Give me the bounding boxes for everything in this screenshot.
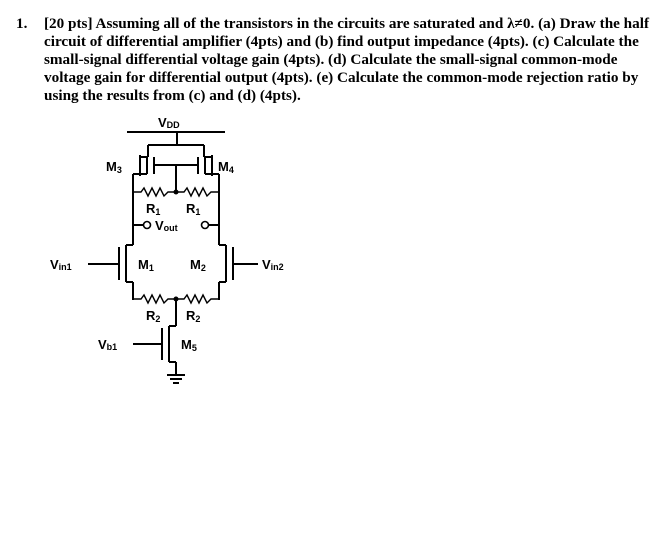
r2-left-label: R2 (146, 308, 161, 324)
transistor-m4 (176, 155, 219, 193)
question-line: voltage gain for differential output (4pts). (e) Calculate the common-mode rejection ratio by (44, 69, 639, 86)
m2-label: M2 (190, 257, 206, 273)
vin2-label: Vin2 (262, 257, 284, 272)
transistor-m5 (133, 326, 176, 375)
vdd-rail (127, 132, 225, 157)
transistor-m3 (133, 155, 198, 193)
m4-label: M4 (218, 159, 234, 175)
question-line: [20 pts] Assuming all of the transistors in the circuits are saturated and λ≠0. (a) Draw the half (44, 15, 649, 32)
vout-label: Vout (155, 218, 178, 233)
m3-label: M3 (106, 159, 122, 175)
m1-label: M1 (138, 257, 154, 273)
ground-icon (167, 375, 185, 383)
transistor-m1 (88, 245, 133, 300)
vin1-label: Vin1 (50, 257, 72, 272)
question-line: circuit of differential amplifier (4pts) and (b) find output impedance (4pts). (c) Calculate the (44, 33, 639, 50)
question-line: using the results from (c) and (d) (4pts). (44, 87, 301, 104)
r1-left-label: R1 (146, 201, 161, 217)
question-line: small-signal differential voltage gain (4pts). (d) Calculate the small-signal common-mode (44, 51, 618, 68)
r1-right-label: R1 (186, 201, 201, 217)
m5-label: M5 (181, 337, 197, 353)
resistor-r1-pair (133, 188, 219, 245)
r2-right-label: R2 (186, 308, 201, 324)
vb1-label: Vb1 (98, 337, 118, 352)
question-number: 1. (16, 15, 28, 32)
vdd-label: VDD (158, 115, 180, 130)
transistor-m2 (219, 245, 258, 300)
